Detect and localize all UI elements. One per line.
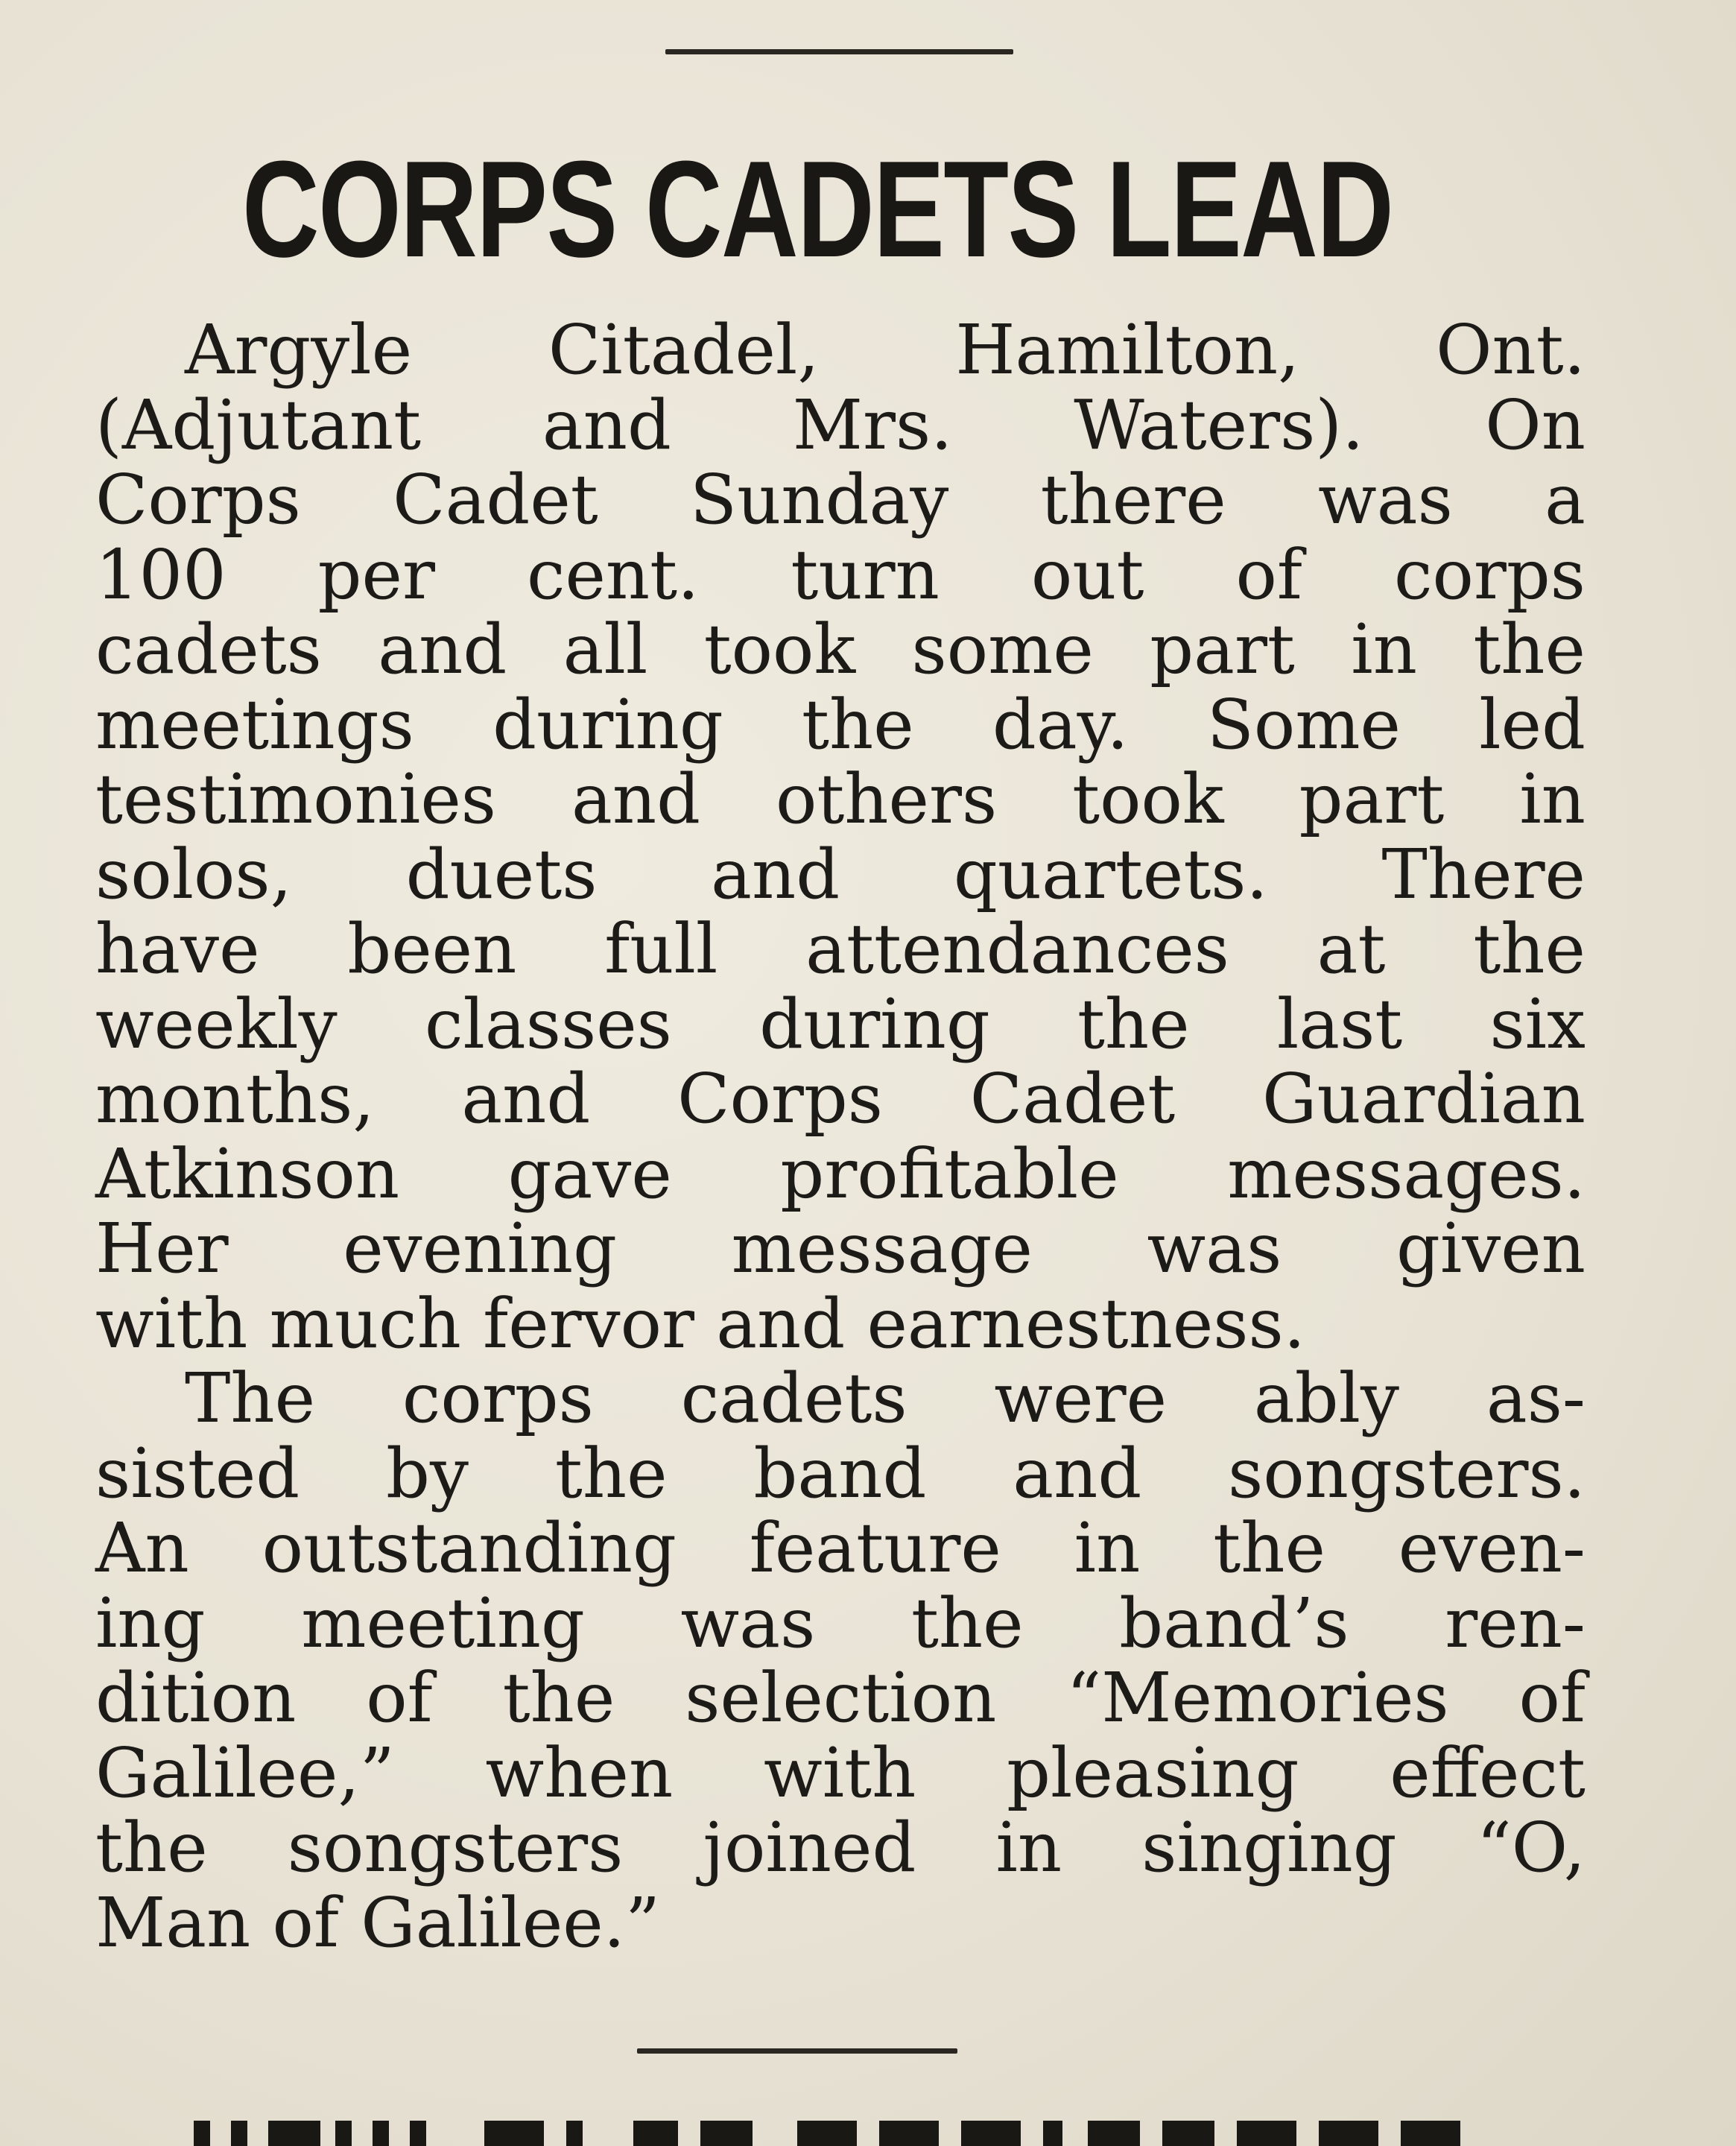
body-line: sisted by the band and songsters. — [95, 1433, 1585, 1513]
bottom-divider-rule — [637, 2048, 957, 2054]
article-headline: CORPS CADETS LEAD — [242, 132, 1393, 285]
body-line: Man of Galilee.” — [95, 1882, 661, 1963]
body-line: meetings during the day. Some led — [95, 684, 1585, 765]
body-line: cadets and all took some part in the — [95, 610, 1585, 689]
body-line: with much fervor and earnestness. — [95, 1283, 1305, 1364]
body-line: An outstanding feature in the even- — [95, 1508, 1585, 1588]
body-line: Corps Cadet Sunday there was a — [95, 460, 1585, 539]
body-line: Argyle Citadel, Hamilton, Ont. — [185, 310, 1585, 390]
body-line: weekly classes during the last six — [95, 984, 1585, 1064]
body-line: the songsters joined in singing “O, — [95, 1808, 1585, 1887]
body-line: testimonies and others took part in — [95, 759, 1585, 839]
body-line: solos, duets and quartets. There — [95, 834, 1585, 914]
body-line: Atkinson gave profitable messages. — [95, 1133, 1585, 1214]
article-body — [95, 310, 1585, 1963]
next-article-headline-cropped — [186, 2115, 1602, 2146]
body-line: dition of the selection “Memories of — [95, 1658, 1585, 1738]
top-divider-rule — [665, 49, 1013, 54]
body-line: The corps cadets were ably as- — [185, 1358, 1585, 1438]
body-line: ing meeting was the band’s ren- — [95, 1583, 1585, 1663]
body-line: have been full attendances at the — [95, 909, 1585, 989]
body-line: Galilee,” when with pleasing effect — [95, 1732, 1585, 1813]
body-line: months, and Corps Cadet Guardian — [95, 1059, 1585, 1139]
body-line: Her evening message was given — [95, 1209, 1585, 1288]
body-line: (Adjutant and Mrs. Waters). On — [95, 384, 1585, 465]
cropped-headline-fragment — [186, 2115, 1602, 2146]
body-line: 100 per cent. turn out of corps — [95, 534, 1585, 615]
